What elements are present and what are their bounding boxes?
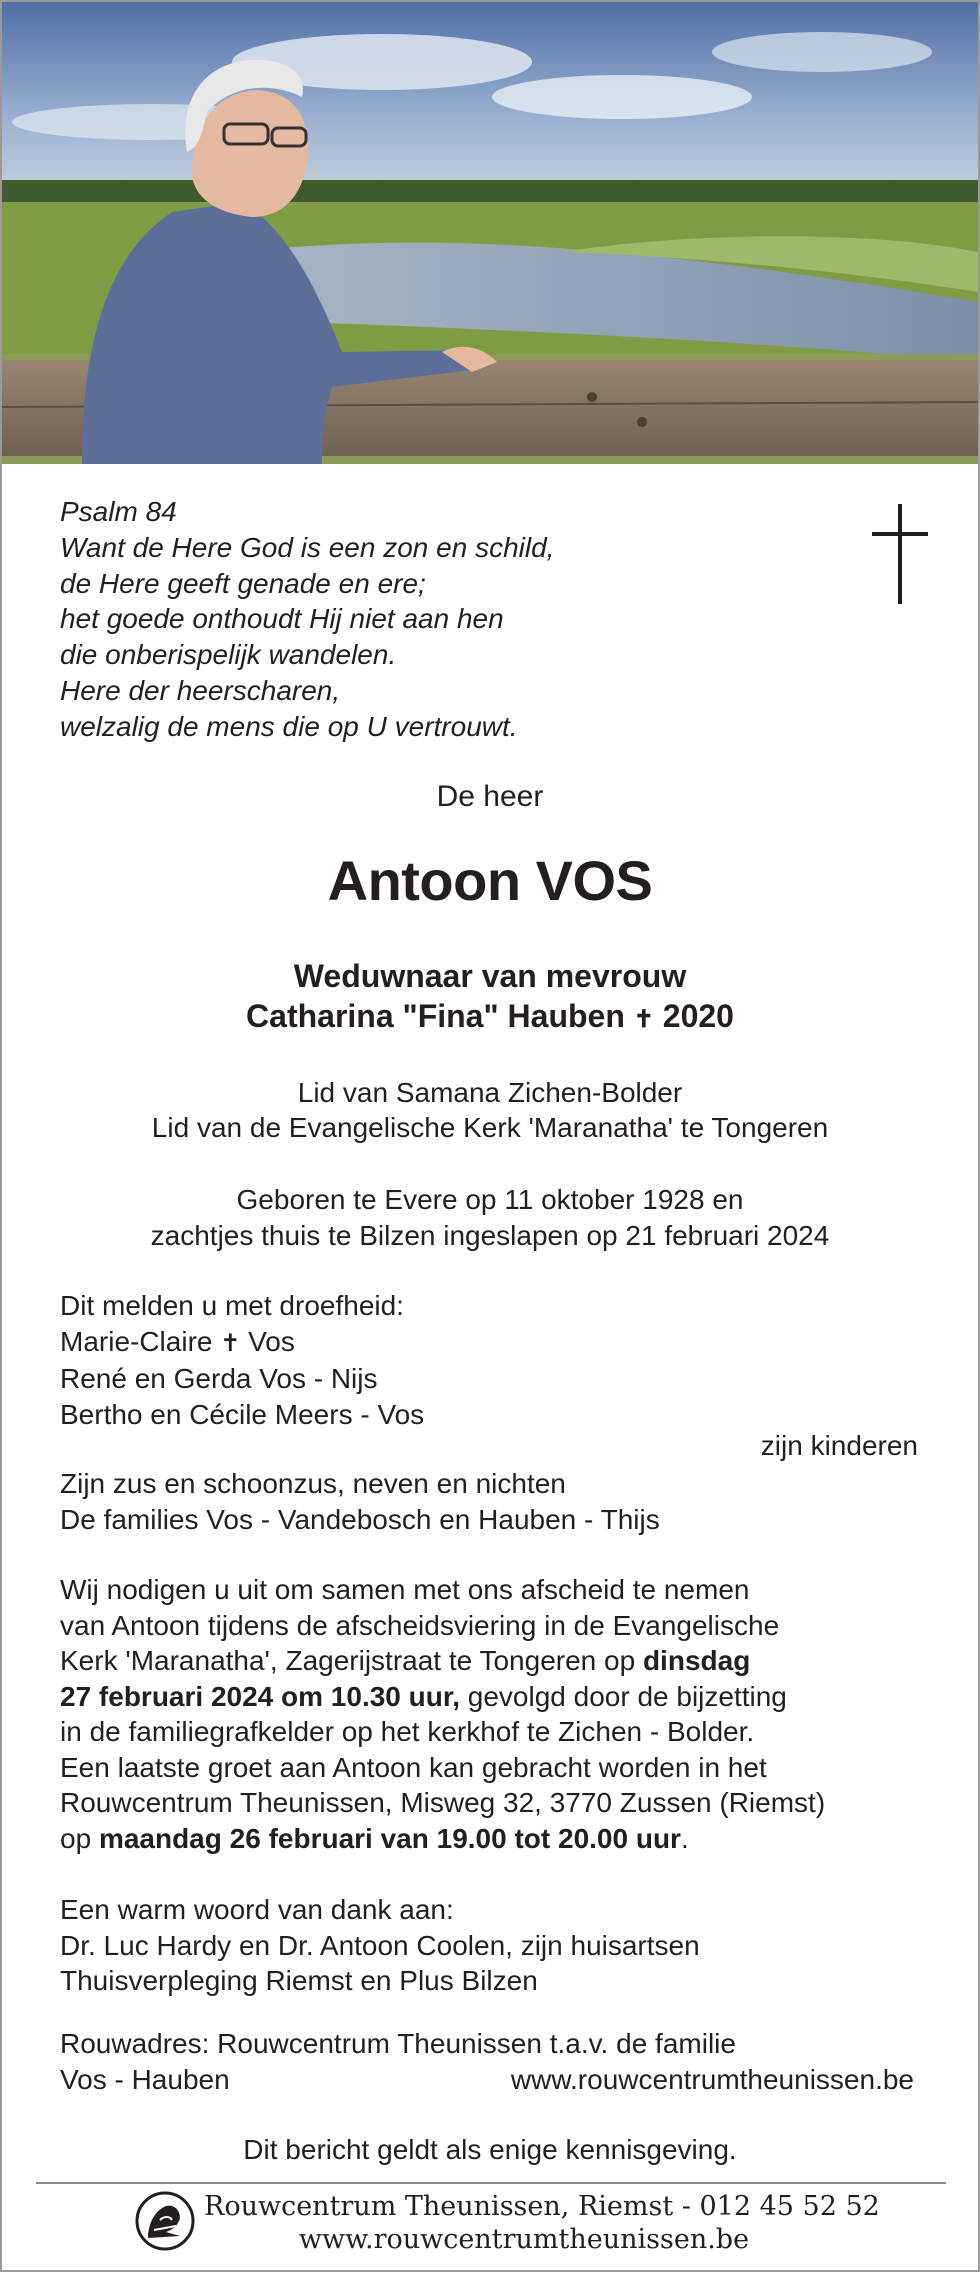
invite-text: gevolgd door de bijzetting <box>459 1680 787 1712</box>
mourning-address <box>60 2026 914 2097</box>
invite-line: Rouwcentrum Theunissen, Misweg 32, 3770 Zussen (Riemst) <box>60 1787 826 1818</box>
invite-line <box>60 1821 825 1857</box>
family-name: Vos - Hauben <box>60 2063 230 2095</box>
invite-line: in de familiegrafkelder op het kerkhof te Zichen - Bolder. <box>60 1716 755 1747</box>
memberships <box>2 1075 978 1145</box>
invite-text: op <box>60 1822 99 1854</box>
invite-date-time: 27 februari 2024 om 10.30 uur, <box>60 1680 460 1712</box>
invite-day: dinsdag <box>642 1645 751 1676</box>
psalm-line: welzalig de mens die op U vertrouwt. <box>60 710 518 742</box>
children-label: zijn kinderen <box>760 1430 918 1461</box>
invite-line: van Antoon tijdens de afscheidsviering in de Evangelische <box>60 1609 780 1641</box>
invite-text: Kerk 'Maranatha', Zagerijstraat te Tongeren op <box>60 1645 643 1676</box>
family-member: Zijn zus en schoonzus, neven en nichten <box>60 1468 566 1499</box>
family-member: René en Gerda Vos - Nijs <box>60 1363 378 1394</box>
family-intro: Dit melden u met droefheid: <box>60 1290 404 1321</box>
membership-line: Lid van de Evangelische Kerk 'Maranatha' te Tongeren <box>151 1112 829 1143</box>
website-link[interactable]: www.rouwcentrumtheunissen.be <box>510 2063 914 2095</box>
invite-line <box>60 1643 825 1679</box>
portrait-photo-icon <box>2 2 978 464</box>
cross-icon <box>870 504 930 604</box>
thanks-line: Dr. Luc Hardy en Dr. Antoon Coolen, zijn huisartsen <box>60 1929 700 1961</box>
thanks-section <box>60 1892 700 1999</box>
psalm-line: de Here geeft genade en ere; <box>60 567 426 599</box>
footer <box>204 2190 880 2256</box>
honorific: De heer <box>436 780 544 813</box>
widower-of <box>2 956 978 1040</box>
invite-line <box>60 1679 825 1715</box>
address-line: Rouwadres: Rouwcentrum Theunissen t.a.v. de familie <box>60 2028 736 2059</box>
family-member: Bertho en Cécile Meers - Vos <box>60 1398 425 1430</box>
thanks-line: Thuisverpleging Riemst en Plus Bilzen <box>60 1965 538 1996</box>
visitation-time: maandag 26 februari van 19.00 tot 20.00 uur <box>98 1822 681 1854</box>
deceased-name: Antoon VOS <box>327 849 653 912</box>
birth-death-info <box>2 1182 978 1254</box>
funeral-home-logo-icon <box>134 2190 196 2252</box>
psalm-line: Want de Here God is een zon en schild, <box>60 531 555 563</box>
small-cross-icon: ✝ <box>220 1329 241 1357</box>
membership-line: Lid van Samana Zichen-Bolder <box>297 1077 683 1108</box>
invite-line: Wij nodigen u uit om samen met ons afscheid te nemen <box>60 1574 750 1605</box>
invite-line: Een laatste groet aan Antoon kan gebracht worden in het <box>60 1751 767 1783</box>
birth-line: Geboren te Evere op 11 oktober 1928 en <box>236 1184 744 1215</box>
spouse-death-year: 2020 <box>662 998 734 1034</box>
extended-family <box>60 1466 660 1537</box>
psalm-quote <box>60 494 554 745</box>
spouse-name: Catharina "Fina" Hauben <box>246 998 625 1034</box>
invite-text: . <box>680 1822 689 1854</box>
funeral-invitation <box>60 1572 825 1856</box>
psalm-line: Psalm 84 <box>60 496 177 527</box>
family-member: De families Vos - Vandebosch en Hauben - Thijs <box>60 1503 660 1535</box>
portrait-photo <box>2 2 978 464</box>
footer-website[interactable]: www.rouwcentrumtheunissen.be <box>298 2224 750 2255</box>
psalm-line: het goede onthoudt Hij niet aan hen <box>60 603 504 635</box>
thanks-line: Een warm woord van dank aan: <box>60 1894 454 1925</box>
small-cross-icon: ✝ <box>633 1006 654 1033</box>
address-row <box>60 2062 914 2098</box>
family-member <box>60 1324 424 1362</box>
child-first-name: Marie-Claire <box>60 1325 213 1357</box>
footer-contact: Rouwcentrum Theunissen, Riemst - 012 45 52 52 <box>204 2191 880 2222</box>
child-last-name: Vos <box>248 1325 295 1357</box>
spouse-line <box>2 996 978 1040</box>
divider <box>36 2182 946 2184</box>
psalm-line: die onberispelijk wandelen. <box>60 639 397 671</box>
widower-line: Weduwnaar van mevrouw <box>293 958 687 994</box>
family-list <box>60 1288 424 1432</box>
notice-text: Dit bericht geldt als enige kennisgeving. <box>243 2134 737 2165</box>
psalm-line: Here der heerscharen, <box>60 674 341 706</box>
death-line: zachtjes thuis te Bilzen ingeslapen op 21 februari 2024 <box>150 1220 830 1251</box>
